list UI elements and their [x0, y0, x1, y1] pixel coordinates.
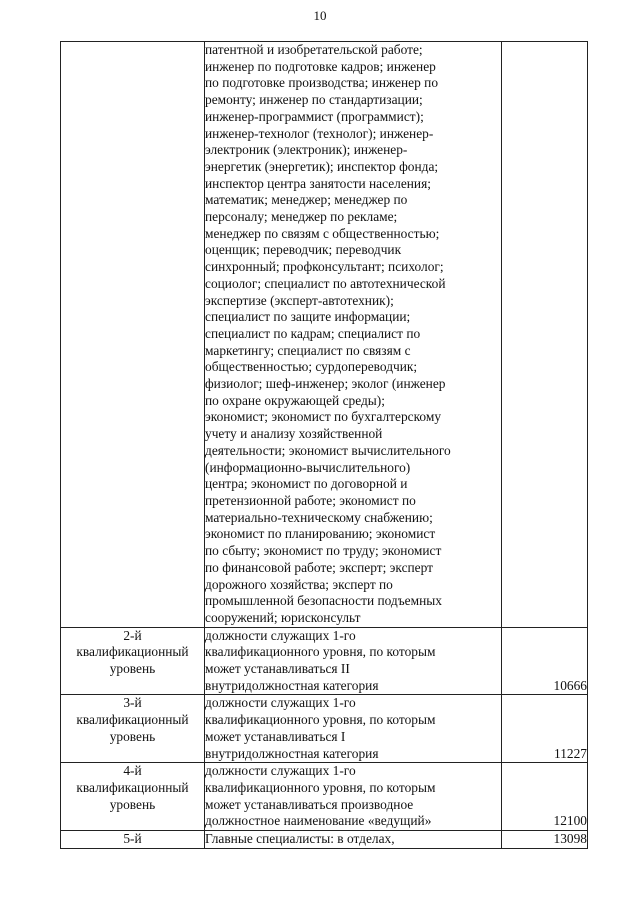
table-row	[61, 42, 588, 628]
position-description-line: Главные специалисты: в отделах,	[205, 831, 395, 847]
table-row	[61, 695, 588, 763]
position-description-line: должности служащих 1-го	[205, 763, 356, 779]
position-description-line: синхронный; профконсультант; психолог;	[205, 259, 444, 275]
position-description-line: квалификационного уровня, по которым	[205, 644, 436, 660]
qualification-level-text: уровень	[109, 796, 156, 812]
table-row	[61, 627, 588, 695]
position-description-line: квалификационного уровня, по которым	[205, 779, 436, 795]
position-description-cell	[205, 42, 502, 628]
position-description-line: претензионной работе; экономист по	[205, 492, 416, 508]
position-description-line: деятельности; экономист вычислительного	[205, 442, 451, 458]
salary-cell: 12100	[502, 763, 588, 831]
position-description-line: менеджер по связям с общественностью;	[205, 225, 440, 241]
salary-cell	[502, 42, 588, 628]
qualification-level-text: квалификационный	[76, 644, 189, 660]
qualification-level-text: квалификационный	[76, 712, 189, 728]
position-description-line: может устанавливаться производное	[205, 796, 414, 812]
position-description-line: маркетингу; специалист по связям с	[205, 342, 411, 358]
qualification-level-cell	[61, 695, 205, 763]
qualification-level-text: 2-й	[123, 627, 142, 643]
position-description-line: общественностью; сурдопереводчик;	[205, 359, 418, 375]
qualification-level-text: 5-й	[123, 831, 142, 847]
position-description-line: ремонту; инженер по стандартизации;	[205, 92, 423, 108]
position-description-line: должностное наименование «ведущий»	[205, 813, 432, 829]
position-description-line: должности служащих 1-го	[205, 695, 356, 711]
position-description-line: сооружений; юрисконсульт	[205, 609, 361, 625]
position-description-line: материально-техническому снабжению;	[205, 509, 433, 525]
position-description-line: может устанавливаться I	[205, 728, 346, 744]
qualification-level-text: 4-й	[123, 763, 142, 779]
position-description-line: (информационно-вычислительного)	[205, 459, 411, 475]
position-description-line: инженер-технолог (технолог); инженер-	[205, 125, 434, 141]
position-description-line: инженер по подготовке кадров; инженер	[205, 58, 436, 74]
table-row	[61, 763, 588, 831]
qualification-level-cell	[61, 763, 205, 831]
position-description-line: инспектор центра занятости населения;	[205, 175, 431, 191]
position-description-line: по подготовке производства; инженер по	[205, 75, 439, 91]
position-description-line: внутридолжностная категория	[205, 745, 379, 761]
position-description-line: электроник (электроник); инженер-	[205, 142, 408, 158]
position-description-line: по финансовой работе; эксперт; эксперт	[205, 559, 433, 575]
qualification-level-cell	[61, 831, 205, 849]
position-description-line: экономист по планированию; экономист	[205, 526, 436, 542]
position-description-line: экспертизе (эксперт-автотехник);	[205, 292, 394, 308]
position-description-line: энергетик (энергетик); инспектор фонда;	[205, 158, 439, 174]
position-description-line: квалификационного уровня, по которым	[205, 712, 436, 728]
salary-cell: 11227	[502, 695, 588, 763]
salary-cell: 13098	[502, 831, 588, 849]
position-description-line: по сбыту; экономист по труду; экономист	[205, 543, 442, 559]
position-description-line: физиолог; шеф-инженер; эколог (инженер	[205, 376, 446, 392]
position-description-line: математик; менеджер; менеджер по	[205, 192, 408, 208]
position-description-cell	[205, 695, 502, 763]
position-description-line: экономист; экономист по бухгалтерскому	[205, 409, 442, 425]
position-description-line: должности служащих 1-го	[205, 627, 356, 643]
qualification-level-cell	[61, 627, 205, 695]
position-description-line: учету и анализу хозяйственной	[205, 426, 383, 442]
position-description-line: может устанавливаться II	[205, 661, 350, 677]
position-description-line: оценщик; переводчик; переводчик	[205, 242, 402, 258]
position-description-line: центра; экономист по договорной и	[205, 476, 408, 492]
position-description-line: специалист по защите информации;	[205, 309, 411, 325]
position-description-line: внутридолжностная категория	[205, 677, 379, 693]
position-description-line: персоналу; менеджер по рекламе;	[205, 209, 398, 225]
position-description-line: специалист по кадрам; специалист по	[205, 325, 421, 341]
position-description-line: социолог; специалист по автотехнической	[205, 275, 446, 291]
position-description-line: дорожного хозяйства; эксперт по	[205, 576, 393, 592]
position-description-cell	[205, 831, 502, 849]
page-number: 10	[313, 8, 327, 23]
position-description-line: промышленной безопасности подъемных	[205, 593, 442, 609]
qualification-level-cell	[61, 42, 205, 628]
position-description-cell	[205, 627, 502, 695]
position-description-line: инженер-программист (программист);	[205, 108, 424, 124]
table-row	[61, 831, 588, 849]
position-description-cell	[205, 763, 502, 831]
qualification-table-body	[61, 42, 588, 849]
qualification-level-text: квалификационный	[76, 779, 189, 795]
qualification-level-text: 3-й	[123, 695, 142, 711]
position-description-line: патентной и изобретательской работе;	[205, 42, 423, 57]
salary-cell: 10666	[502, 627, 588, 695]
qualification-table	[60, 41, 588, 849]
position-description-line: по охране окружающей среды);	[205, 392, 385, 408]
qualification-level-text: уровень	[109, 661, 156, 677]
qualification-level-text: уровень	[109, 728, 156, 744]
